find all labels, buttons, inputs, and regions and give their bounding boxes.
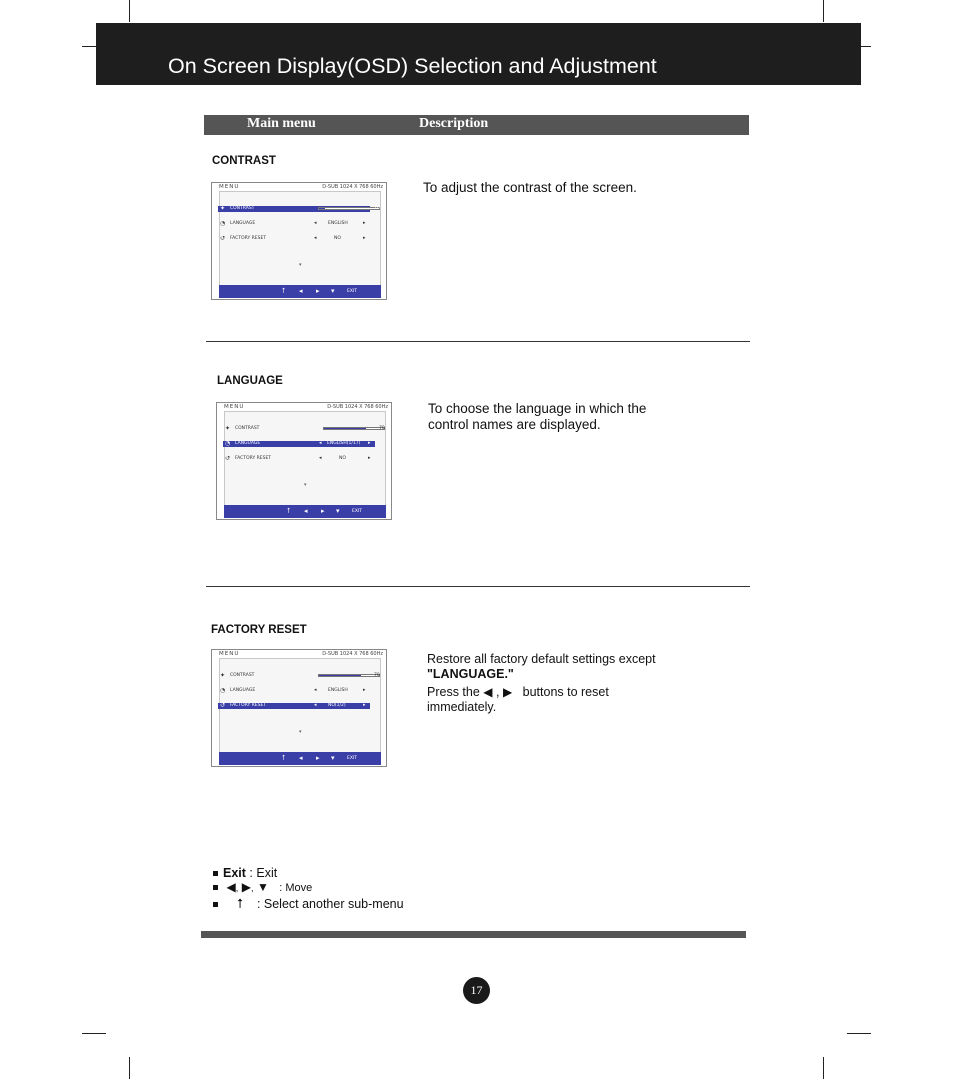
osd-resolution: D-SUB 1024 X 768 60Hz bbox=[322, 651, 383, 657]
osd-exit: EXIT bbox=[352, 509, 363, 514]
crop-mark bbox=[82, 46, 96, 47]
page-number: 17 bbox=[463, 977, 490, 1004]
contrast-icon: ✦ bbox=[220, 205, 226, 212]
section-label-language: LANGUAGE bbox=[217, 375, 283, 387]
reset-icon: ↺ bbox=[225, 455, 231, 462]
osd-resolution: D-SUB 1024 X 768 60Hz bbox=[322, 184, 383, 190]
left-arrow-icon: ◂ bbox=[319, 440, 322, 446]
scroll-down-icon: ▾ bbox=[299, 262, 302, 268]
down-arrow-icon: ▾ bbox=[331, 754, 335, 762]
osd-exit: EXIT bbox=[347, 756, 358, 761]
left-arrow-icon: ◂ bbox=[314, 235, 317, 241]
osd-row-factory-reset: ↺ FACTORY RESET ◂ NO ▸ bbox=[225, 455, 371, 462]
reset-icon: ↺ bbox=[220, 235, 226, 242]
osd-footer bbox=[219, 285, 381, 298]
legend-exit: Exit : Exit bbox=[213, 866, 277, 880]
crop-mark bbox=[823, 0, 824, 22]
left-arrow-icon: ◂ bbox=[314, 220, 317, 226]
language-icon: ◔ bbox=[220, 220, 226, 227]
description-factory-reset-bold: "LANGUAGE." bbox=[427, 667, 514, 681]
right-arrow-icon: ▸ bbox=[368, 440, 371, 446]
osd-row-contrast: ✦ CONTRAST 70 bbox=[220, 205, 380, 212]
osd-row-factory-reset: ↺ FACTORY RESET ◂ NO(1/2) ▸ bbox=[218, 703, 370, 709]
osd-menu-title: MENU bbox=[224, 404, 245, 410]
right-arrow-icon: ▸ bbox=[316, 754, 320, 762]
osd-row-language: ◔ LANGUAGE ◂ ENGLISH(1/17) ▸ bbox=[223, 441, 375, 447]
column-header-bar bbox=[204, 115, 749, 135]
osd-footer bbox=[219, 752, 381, 765]
right-arrow-icon: ▶ bbox=[502, 685, 513, 699]
osd-row-contrast: ✦ CONTRAST 70 bbox=[220, 672, 380, 679]
osd-screen-language bbox=[216, 402, 392, 520]
description-factory-reset-2: immediately. bbox=[427, 700, 497, 714]
right-arrow-icon: ▸ bbox=[363, 687, 366, 693]
contrast-icon: ✦ bbox=[220, 672, 226, 679]
osd-row-factory-reset: ↺ FACTORY RESET ◂ NO ▸ bbox=[220, 235, 366, 242]
reset-icon: ↺ bbox=[220, 702, 226, 709]
bullet-icon bbox=[213, 902, 218, 907]
osd-resolution: D-SUB 1024 X 768 60Hz bbox=[327, 404, 388, 410]
page-title: On Screen Display(OSD) Selection and Adjustment bbox=[168, 54, 657, 78]
down-arrow-icon: ▾ bbox=[331, 287, 335, 295]
osd-slider bbox=[318, 207, 380, 210]
select-up-icon: ⭡ bbox=[282, 287, 286, 295]
description-contrast: To adjust the contrast of the screen. bbox=[423, 180, 637, 195]
osd-exit: EXIT bbox=[347, 289, 358, 294]
description-factory-reset-1: Restore all factory default settings except bbox=[427, 652, 656, 666]
section-label-factory-reset: FACTORY RESET bbox=[211, 624, 307, 636]
bullet-icon bbox=[213, 871, 218, 876]
osd-row-language: ◔ LANGUAGE ◂ ENGLISH ▸ bbox=[220, 220, 366, 227]
language-icon: ◔ bbox=[225, 440, 231, 447]
down-arrow-icon: ▾ bbox=[336, 507, 340, 515]
description-language-2: control names are displayed. bbox=[428, 417, 601, 432]
crop-mark bbox=[129, 1057, 130, 1079]
osd-row-language: ◔ LANGUAGE ◂ ENGLISH ▸ bbox=[220, 687, 366, 694]
section-label-contrast: CONTRAST bbox=[212, 155, 276, 167]
description-language-1: To choose the language in which the bbox=[428, 401, 647, 416]
osd-footer bbox=[224, 505, 386, 518]
down-arrow-icon: ▼ bbox=[256, 880, 269, 894]
legend-move: ◀, ▶, ▼ : Move bbox=[213, 880, 312, 894]
osd-screen-contrast bbox=[211, 182, 387, 300]
description-factory-reset-press: Press the ◀ , ▶ buttons to reset bbox=[427, 685, 609, 699]
osd-slider bbox=[323, 427, 385, 430]
left-arrow-icon: ◀ bbox=[226, 880, 236, 894]
bottom-bar bbox=[201, 931, 746, 938]
scroll-down-icon: ▾ bbox=[304, 482, 307, 488]
right-arrow-icon: ▸ bbox=[321, 507, 325, 515]
right-arrow-icon: ▶ bbox=[241, 880, 251, 894]
column-main-menu: Main menu bbox=[247, 116, 316, 131]
crop-mark bbox=[823, 1057, 824, 1079]
select-up-icon: ⭡ bbox=[287, 507, 291, 515]
osd-menu-title: MENU bbox=[219, 184, 240, 190]
crop-mark bbox=[82, 1033, 106, 1034]
section-divider bbox=[206, 341, 750, 342]
right-arrow-icon: ▸ bbox=[363, 702, 366, 708]
select-up-icon: ⭡ bbox=[236, 896, 244, 911]
osd-slider bbox=[318, 674, 380, 677]
left-arrow-icon: ◂ bbox=[319, 455, 322, 461]
left-arrow-icon: ◂ bbox=[314, 702, 317, 708]
left-arrow-icon: ◂ bbox=[304, 507, 308, 515]
crop-mark bbox=[847, 1033, 871, 1034]
left-arrow-icon: ◂ bbox=[299, 754, 303, 762]
right-arrow-icon: ▸ bbox=[363, 220, 366, 226]
osd-screen-factory-reset bbox=[211, 649, 387, 767]
right-arrow-icon: ▸ bbox=[316, 287, 320, 295]
scroll-down-icon: ▾ bbox=[299, 729, 302, 735]
contrast-icon: ✦ bbox=[225, 425, 231, 432]
osd-menu-title: MENU bbox=[219, 651, 240, 657]
osd-row-contrast: ✦ CONTRAST 70 bbox=[225, 425, 385, 432]
language-icon: ◔ bbox=[220, 687, 226, 694]
bullet-icon bbox=[213, 885, 218, 890]
crop-mark bbox=[861, 46, 871, 47]
left-arrow-icon: ◂ bbox=[299, 287, 303, 295]
section-divider bbox=[206, 586, 750, 587]
legend-select: ⭡ : Select another sub-menu bbox=[213, 896, 404, 912]
right-arrow-icon: ▸ bbox=[368, 455, 371, 461]
select-up-icon: ⭡ bbox=[282, 754, 286, 762]
column-description: Description bbox=[419, 116, 489, 131]
left-arrow-icon: ◂ bbox=[314, 687, 317, 693]
crop-mark bbox=[129, 0, 130, 22]
right-arrow-icon: ▸ bbox=[363, 235, 366, 241]
left-arrow-icon: ◀ bbox=[483, 685, 493, 699]
